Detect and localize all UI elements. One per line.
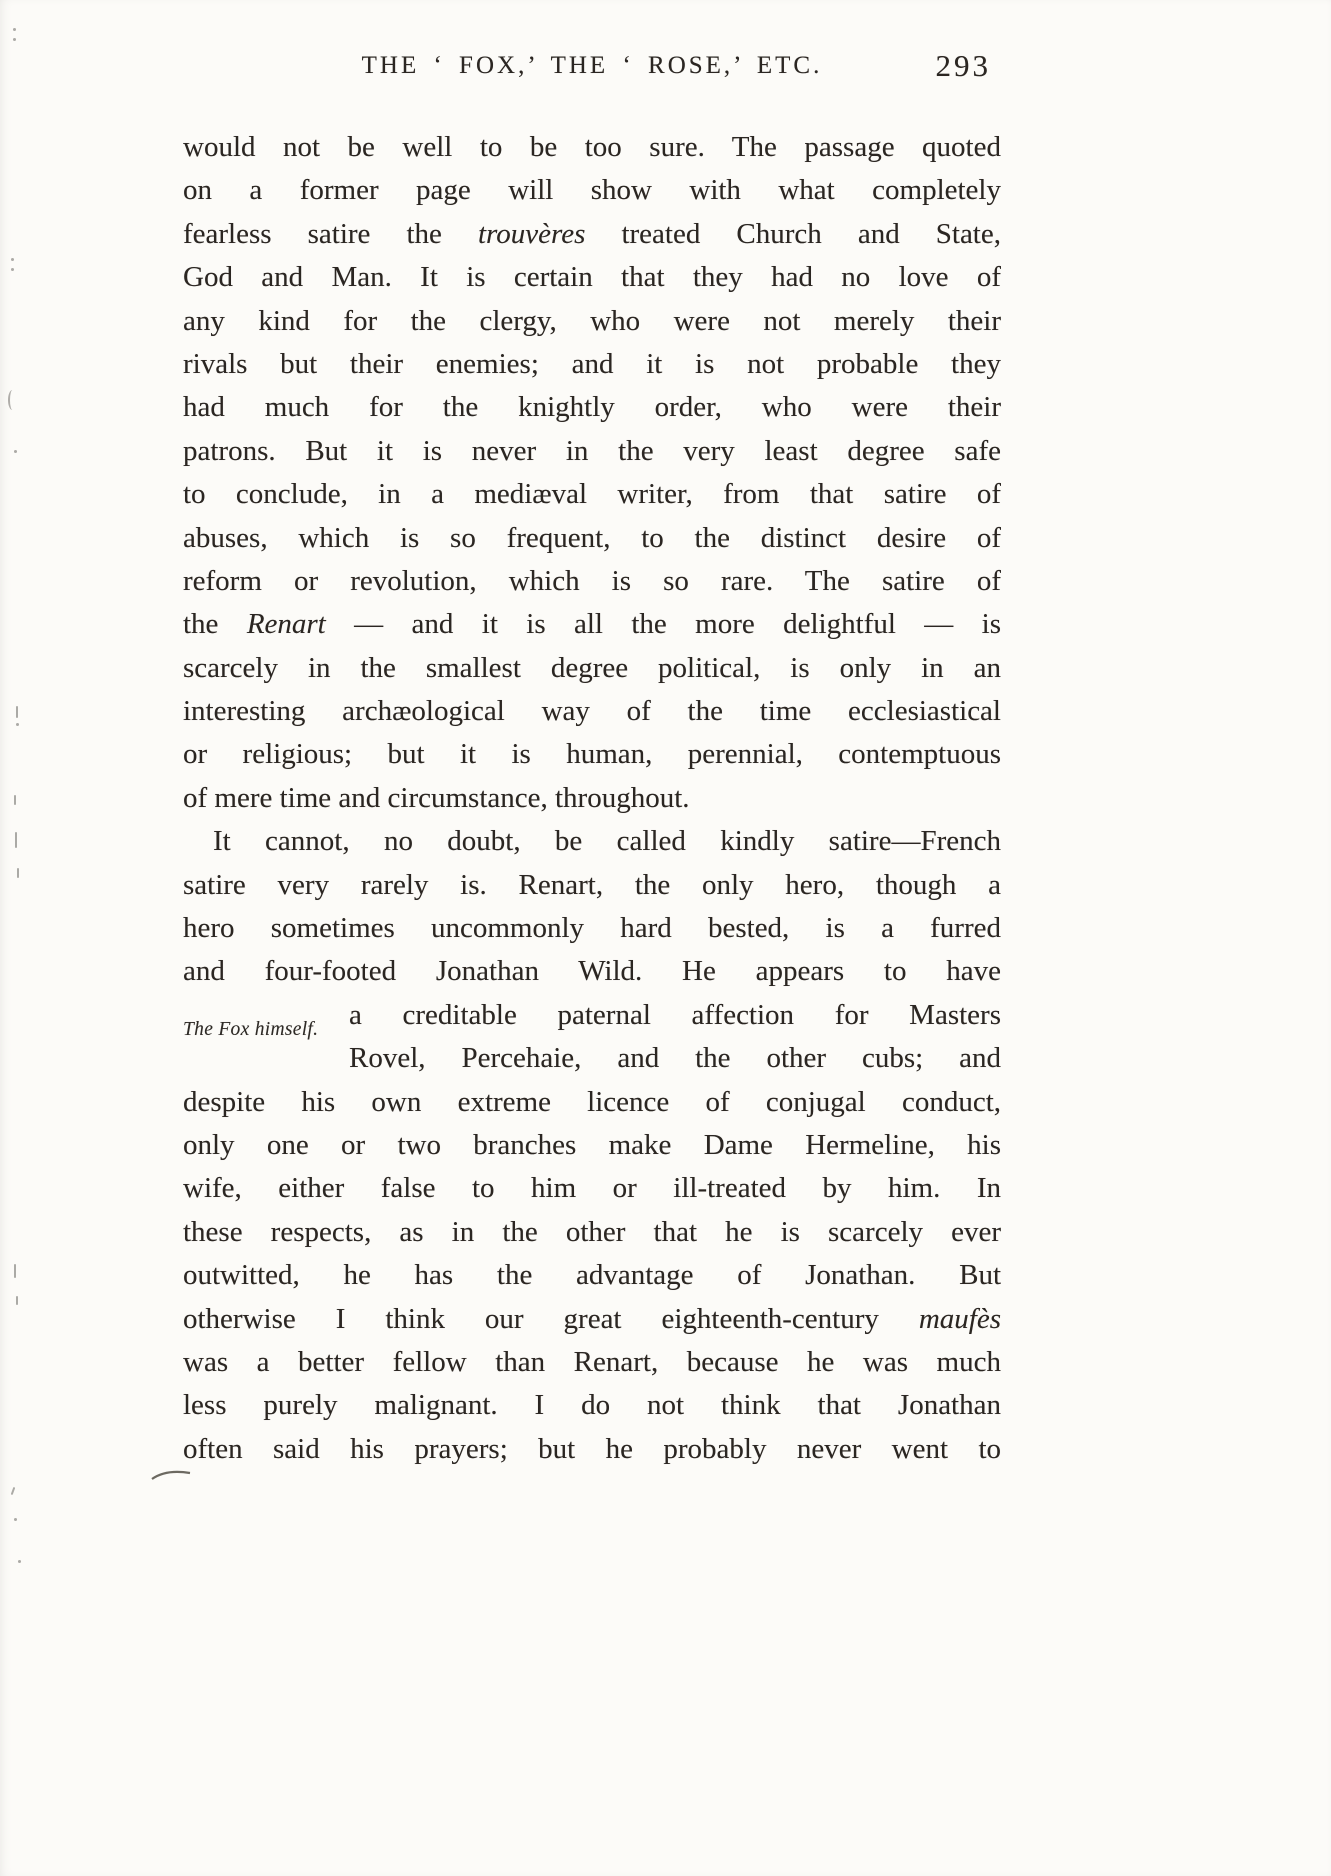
scan-artifact bbox=[18, 1560, 21, 1563]
text-line: a creditable paternal affection for Masters bbox=[349, 998, 1001, 1031]
text-line: wife, either false to him or ill-treated by him. In bbox=[183, 1172, 1001, 1205]
text-line: scarcely in the smallest degree political, is only in an bbox=[183, 651, 1001, 684]
pencil-mark bbox=[150, 1466, 192, 1484]
text-line: patrons. But it is never in the very least degree safe bbox=[183, 434, 1001, 467]
scan-artifact bbox=[14, 1518, 17, 1521]
text-line: or religious; but it is human, perennial, contemptuous bbox=[183, 738, 1001, 771]
text-line: satire very rarely is. Renart, the only hero, though a bbox=[183, 868, 1001, 901]
text-line: Rovel, Percehaie, and the other cubs; and bbox=[349, 1042, 1001, 1075]
text-line: on a former page will show with what completely bbox=[183, 174, 1001, 207]
text-line: hero sometimes uncommonly hard bested, is a furred bbox=[183, 912, 1001, 945]
scan-artifact bbox=[16, 723, 19, 726]
text-line: otherwise I think our great eighteenth-century maufès bbox=[183, 1302, 1001, 1335]
text-line: was a better fellow than Renart, because he was much bbox=[183, 1345, 1001, 1378]
scan-artifact bbox=[11, 258, 14, 261]
text-line: interesting archæological way of the time ecclesiastical bbox=[183, 695, 1001, 728]
text-line: the Renart — and it is all the more delightful — is bbox=[183, 608, 1001, 641]
text-line: to conclude, in a mediæval writer, from that satire of bbox=[183, 478, 1001, 511]
scan-artifact bbox=[17, 868, 19, 878]
scan-artifact bbox=[13, 28, 16, 31]
text-line: would not be well to be too sure. The passage quoted bbox=[183, 131, 1001, 163]
scan-artifact bbox=[14, 1264, 16, 1278]
body-text bbox=[183, 126, 1001, 1471]
text-line: It cannot, no doubt, be called kindly satire—French bbox=[213, 825, 1001, 858]
text-line: these respects, as in the other that he is scarcely ever bbox=[183, 1215, 1001, 1248]
text-line: reform or revolution, which is so rare. The satire of bbox=[183, 564, 1001, 597]
paragraph-lines bbox=[183, 126, 1001, 1471]
text-line: any kind for the clergy, who were not merely their bbox=[183, 304, 1001, 337]
text-line: abuses, which is so frequent, to the distinct desire of bbox=[183, 521, 1001, 554]
scan-artifact bbox=[11, 1487, 16, 1495]
text-line: only one or two branches make Dame Hermeline, his bbox=[183, 1128, 1001, 1161]
text-line: God and Man. It is certain that they had no love of bbox=[183, 261, 1001, 294]
scan-artifact bbox=[14, 450, 17, 453]
text-line: fearless satire the trouvères treated Church and State, bbox=[183, 217, 1001, 250]
text-line: outwitted, he has the advantage of Jonathan. But bbox=[183, 1259, 1001, 1292]
scan-artifact bbox=[11, 268, 14, 271]
page-header bbox=[183, 48, 1001, 96]
page-number: 293 bbox=[935, 48, 991, 83]
text-line: and four-footed Jonathan Wild. He appears to have bbox=[183, 955, 1001, 988]
scan-artifact bbox=[15, 832, 17, 848]
scan-artifact bbox=[16, 706, 18, 718]
scan-artifact bbox=[13, 38, 16, 41]
text-line: less purely malignant. I do not think that Jonathan bbox=[183, 1389, 1001, 1422]
scan-artifact bbox=[8, 390, 17, 410]
running-title: THE ‘ FOX,’ THE ‘ ROSE,’ ETC. bbox=[361, 52, 823, 79]
text-line: despite his own extreme licence of conjugal conduct, bbox=[183, 1085, 1001, 1118]
text-line: rivals but their enemies; and it is not probable they bbox=[183, 347, 1001, 380]
text-line: of mere time and circumstance, throughout. bbox=[183, 781, 690, 814]
margin-note: The Fox himself. bbox=[183, 1019, 319, 1040]
scan-artifact bbox=[16, 1296, 18, 1305]
scan-artifact bbox=[14, 795, 16, 805]
text-line: had much for the knightly order, who were their bbox=[183, 391, 1001, 424]
text-line: often said his prayers; but he probably never went to bbox=[183, 1432, 1001, 1465]
